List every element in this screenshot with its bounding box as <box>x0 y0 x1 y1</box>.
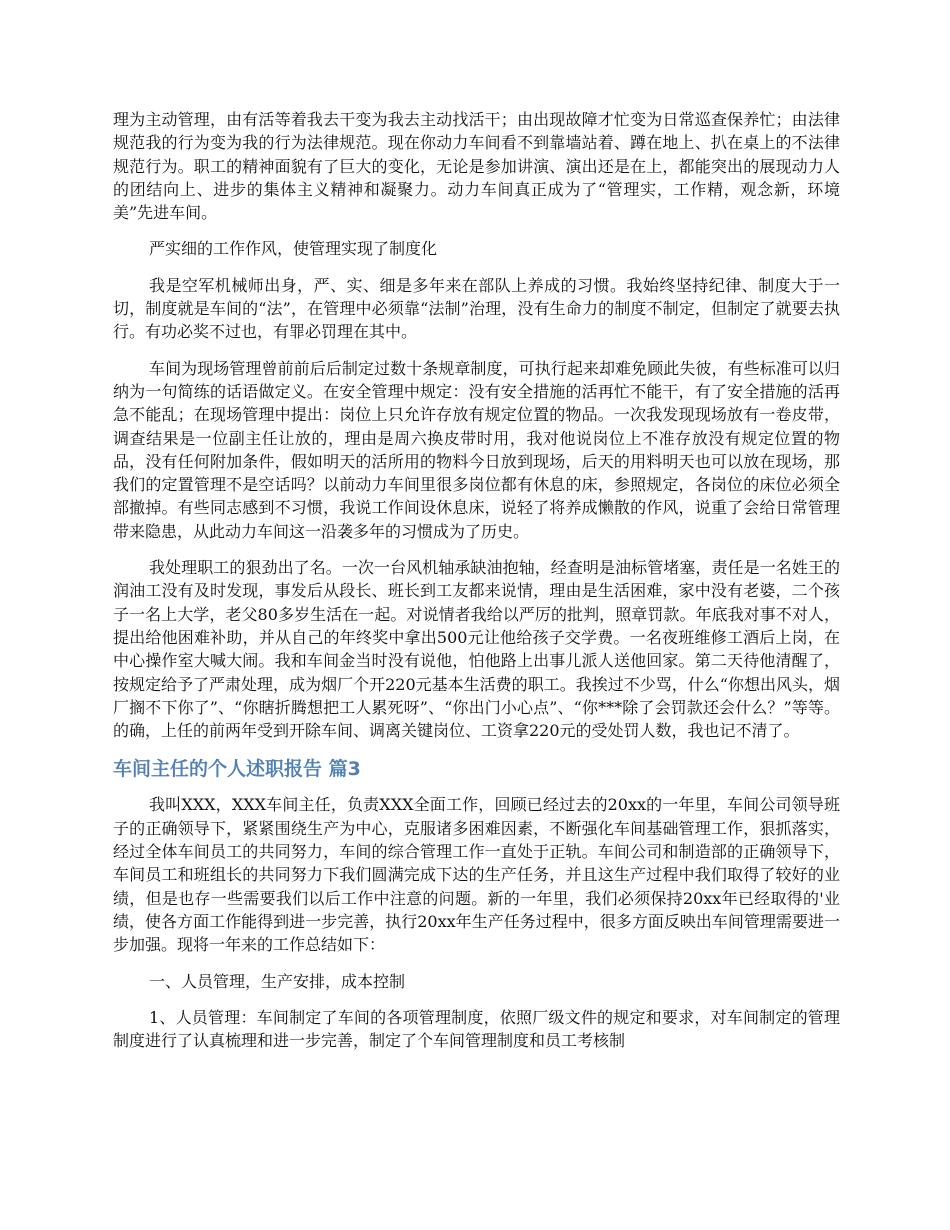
document-page <box>113 108 840 1065</box>
paragraph: 一、人员管理，生产安排，成本控制 <box>149 971 406 991</box>
paragraph: 我是空军机械师出身，严、实、细是多年来在部队上养成的习惯。我始终坚持纪律、制度大于一切，制度就是车间的“法”，在管理中必须靠“法制”治理，没有生命力的制度不制定，但制定了就要去执行。有功必奖不过也，有罪必罚理在其中。 <box>113 275 840 342</box>
section-title: 车间主任的个人述职报告 篇3 <box>113 758 361 781</box>
bottom-section <box>113 793 840 1052</box>
paragraph: 我处理职工的狠劲出了名。一次一台风机轴承缺油抱轴，经查明是油标管堵塞，责任是一名姓王的润油工没有及时发现，事发后从段长、班长到工友都来说情，理由是生活困难，家中没有老婆，二个孩子一名上大学，老父80多岁生活在一起。对说情者我给以严厉的批判，照章罚款。年底我对事不对人，提出给他困难补助，并从自己的年终奖中拿出500元让他给孩子交学费。一名夜班维修工酒后上岗，在中心操作室大喊大闹。我和车间金当时没有说他，怕他路上出事儿派人送他回家。第二天待他清醒了，按规定给予了严肃处理，成为烟厂个开220元基本生活费的职工。我挨过不少骂，什么“你想出风头，烟厂搁不下你了”、“你瞎折腾想把工人累死呀”、“你出门小心点”、“你***除了会罚款还会什么？”等等。的确，上任的前两年受到开除车间、调离关键岗位、工资拿220元的受处罚人数，我也记不清了。 <box>113 558 840 741</box>
paragraph: 严实细的工作作风，使管理实现了制度化 <box>149 239 438 259</box>
paragraph: 理为主动管理，由有活等着我去干变为我去主动找活干；由出现故障才忙变为日常巡查保养忙；由法律规范我的行为变为我的行为法律规范。现在你动力车间看不到靠墙站着、蹲在地上、扒在桌上的不法律规范行为。职工的精神面貌有了巨大的变化，无论是参加讲演、演出还是在上，都能突出的展现动力人的团结向上、进步的集体主义精神和凝聚力。动力车间真正成为了“管理实，工作精，观念新，环境美”先进车间。 <box>113 110 840 223</box>
paragraph: 车间为现场管理曾前前后后制定过数十条规章制度，可执行起来却难免顾此失彼，有些标准可以归纳为一句简练的话语做定义。在安全管理中规定：没有安全措施的活再忙不能干，有了安全措施的活再急不能乱；在现场管理中提出：岗位上只允许存放有规定位置的物品。一次我发现现场放有一卷皮带，调查结果是一位副主任让放的，理由是周六换皮带时用，我对他说岗位上不准存放没有规定位置的物品，没有任何附加条件，假如明天的活所用的物料今日放到现场，后天的用料明天也可以放在现场，那我们的定置管理不是空话吗？以前动力车间里很多岗位都有休息的床，参照规定，各岗位的床位必须全部撤掉。有些同志感到不习惯，我说工作间设休息床，说轻了将养成懒散的作风，说重了会给日常管理带来隐患，从此动力车间这一沿袭多年的习惯成为了历史。 <box>113 358 840 541</box>
paragraph: 1、人员管理：车间制定了车间的各项管理制度，依照厂级文件的规定和要求，对车间制定的管理制度进行了认真梳理和进一步完善，制定了个车间管理制度和员工考核制 <box>113 1007 840 1051</box>
top-section <box>113 108 840 742</box>
paragraph: 我叫XXX，XXX车间主任，负责XXX全面工作，回顾已经过去的20xx的一年里，车间公司领导班子的正确领导下，紧紧围绕生产为中心，克服诸多困难因素，不断强化车间基础管理工作，狠抓落实，经过全体车间员工的共同努力，车间的综合管理工作一直处于正轨。车间公司和制造部的正确领导下，车间员工和班组长的共同努力下我们圆满完成下达的生产任务，并且这生产过程中我们取得了较好的业绩，但是也存一些需要我们以后工作中注意的问题。新的一年里，我们必须保持20xx年已经取得的'业绩，使各方面工作能得到进一步完善，执行20xx年生产任务过程中，很多方面反映出车间管理需要进一步加强。现将一年来的工作总结如下： <box>113 795 840 955</box>
